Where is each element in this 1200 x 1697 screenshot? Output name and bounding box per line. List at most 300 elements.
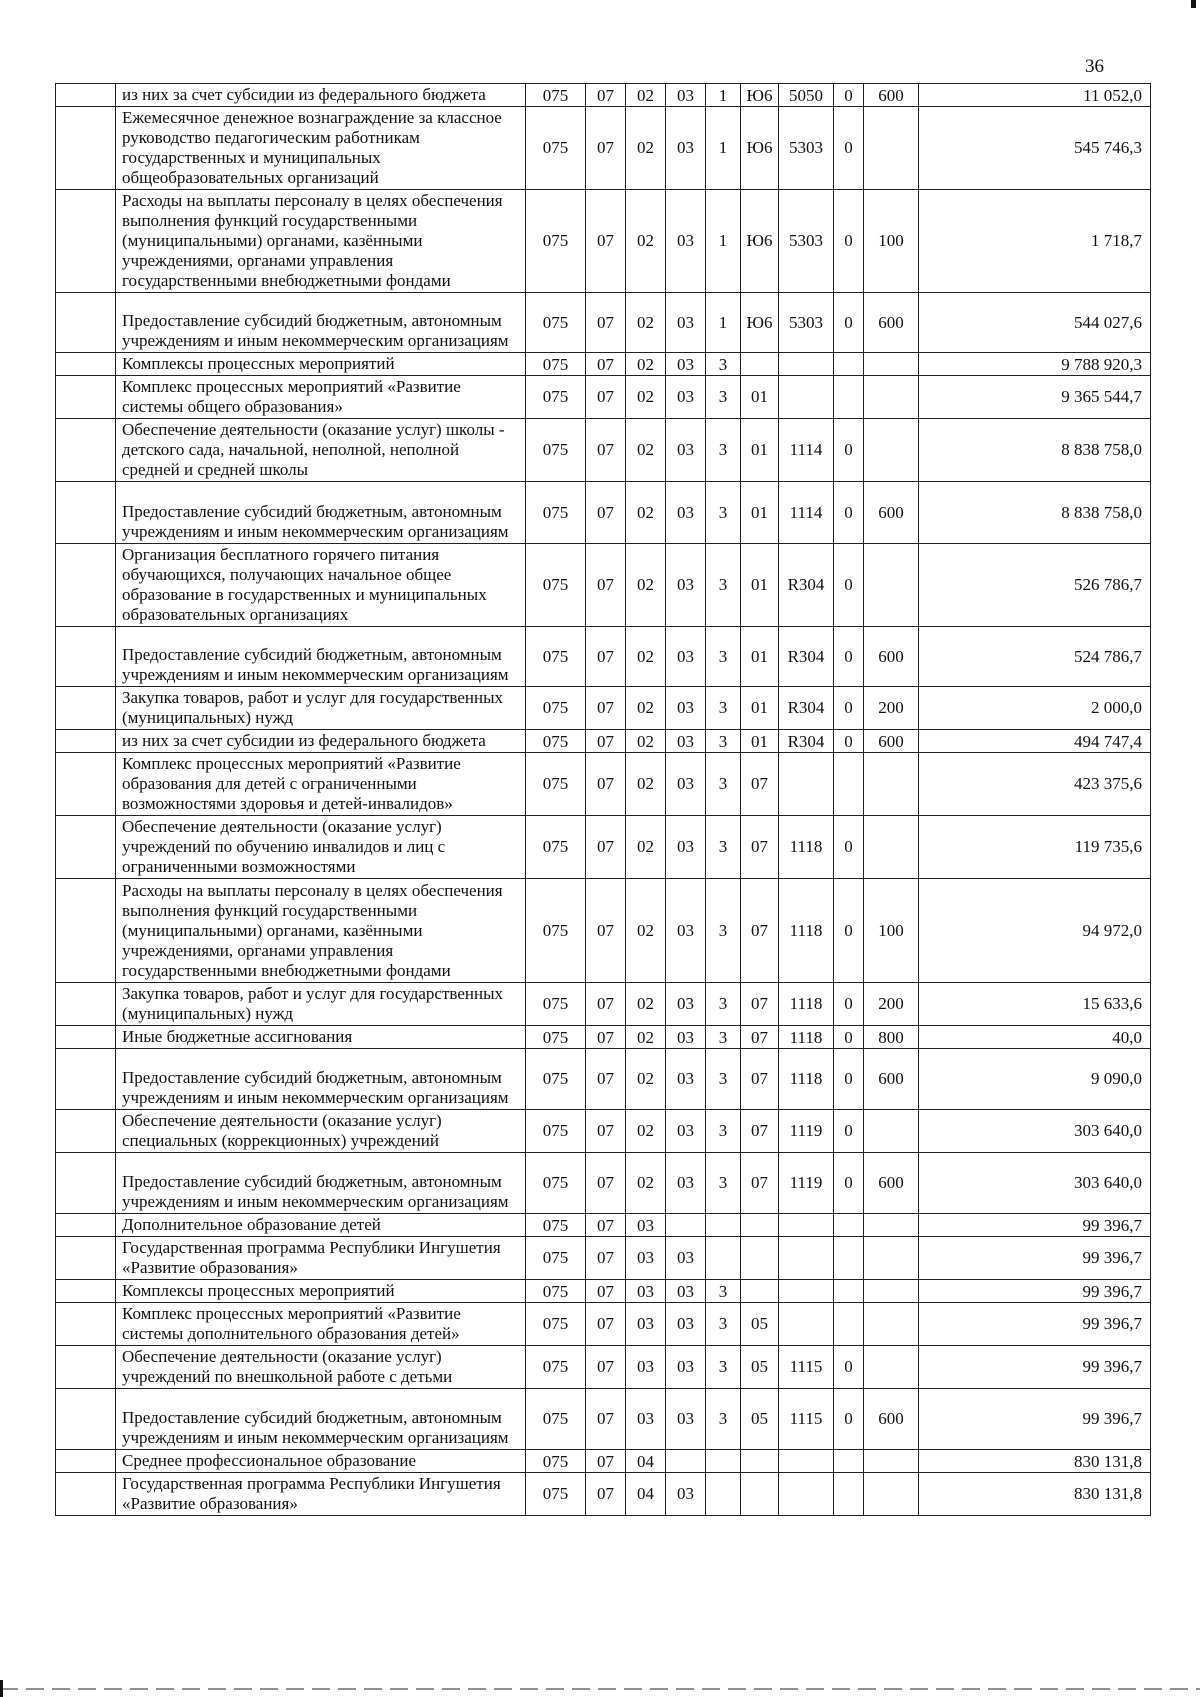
code-cell: 03 [666, 983, 706, 1026]
code-cell: 3 [706, 730, 741, 753]
code-cell: 0 [834, 1049, 864, 1110]
code-cell: 03 [666, 376, 706, 419]
code-cell: 1115 [779, 1346, 834, 1389]
code-cell: 07 [741, 1153, 779, 1214]
code-cell: 05 [741, 1346, 779, 1389]
code-cell: 07 [586, 816, 626, 879]
code-cell: 075 [526, 482, 586, 544]
code-cell [834, 1280, 864, 1303]
code-cell [779, 1303, 834, 1346]
code-cell: 02 [626, 687, 666, 730]
item-name-cell: Обеспечение деятельности (оказание услуг) учреждений по внешкольной работе с детьми [116, 1346, 526, 1389]
code-cell: 200 [864, 687, 919, 730]
code-cell: 800 [864, 1026, 919, 1049]
code-cell: 01 [741, 627, 779, 687]
code-cell: 03 [666, 1346, 706, 1389]
amount-cell: 9 365 544,7 [919, 376, 1151, 419]
code-cell: 07 [586, 84, 626, 107]
item-name-cell: Закупка товаров, работ и услуг для государственных (муниципальных) нужд [116, 983, 526, 1026]
code-cell: 3 [706, 1049, 741, 1110]
code-cell: 07 [586, 753, 626, 816]
table-row [56, 84, 1151, 107]
code-cell [864, 353, 919, 376]
code-cell [741, 353, 779, 376]
item-name-cell: Комплекс процессных мероприятий «Развитие системы дополнительного образования детей» [116, 1303, 526, 1346]
table-row [56, 1214, 1151, 1237]
table-row [56, 293, 1151, 353]
code-cell: 1 [706, 84, 741, 107]
code-cell: 075 [526, 107, 586, 190]
code-cell [666, 1214, 706, 1237]
code-cell: 02 [626, 627, 666, 687]
code-cell [741, 1450, 779, 1473]
item-name-cell: Расходы на выплаты персоналу в целях обеспечения выполнения функций государственными (муниципальными) органами, казёнными учреждениями, органами управления государственными внебюджетными фондами [116, 879, 526, 983]
code-cell: 07 [586, 376, 626, 419]
code-cell: 01 [741, 376, 779, 419]
code-cell: 200 [864, 983, 919, 1026]
code-cell: 07 [586, 1280, 626, 1303]
row-number-cell [56, 419, 116, 482]
code-cell: 3 [706, 1110, 741, 1153]
code-cell: 075 [526, 1346, 586, 1389]
code-cell: 07 [586, 1303, 626, 1346]
item-name-cell: Предоставление субсидий бюджетным, автономным учреждениям и иным некоммерческим организациям [116, 293, 526, 353]
code-cell: 3 [706, 1346, 741, 1389]
code-cell: 02 [626, 190, 666, 293]
amount-cell: 9 788 920,3 [919, 353, 1151, 376]
code-cell: 07 [586, 1450, 626, 1473]
row-number-cell [56, 730, 116, 753]
item-name-cell: Иные бюджетные ассигнования [116, 1026, 526, 1049]
code-cell: 3 [706, 1303, 741, 1346]
code-cell: 01 [741, 687, 779, 730]
code-cell: 075 [526, 1026, 586, 1049]
code-cell: 07 [586, 544, 626, 627]
amount-cell: 94 972,0 [919, 879, 1151, 983]
row-number-cell [56, 1237, 116, 1280]
code-cell [779, 353, 834, 376]
table-row [56, 482, 1151, 544]
code-cell: 0 [834, 1026, 864, 1049]
amount-cell: 830 131,8 [919, 1473, 1151, 1516]
code-cell [834, 1473, 864, 1516]
code-cell [741, 1280, 779, 1303]
amount-cell: 423 375,6 [919, 753, 1151, 816]
scan-edge-mark [1191, 0, 1196, 8]
code-cell [779, 753, 834, 816]
code-cell: 03 [666, 419, 706, 482]
code-cell: Ю6 [741, 293, 779, 353]
item-name-cell: Комплекс процессных мероприятий «Развитие системы общего образования» [116, 376, 526, 419]
code-cell: 03 [666, 879, 706, 983]
table-row [56, 753, 1151, 816]
code-cell: 07 [741, 1110, 779, 1153]
code-cell: 03 [666, 1153, 706, 1214]
row-number-cell [56, 482, 116, 544]
code-cell [741, 1237, 779, 1280]
row-number-cell [56, 1026, 116, 1049]
code-cell [834, 1303, 864, 1346]
amount-cell: 15 633,6 [919, 983, 1151, 1026]
code-cell: 03 [666, 84, 706, 107]
code-cell: 600 [864, 293, 919, 353]
code-cell: 02 [626, 816, 666, 879]
row-number-cell [56, 1389, 116, 1450]
code-cell [864, 376, 919, 419]
code-cell: 075 [526, 376, 586, 419]
item-name-cell: Предоставление субсидий бюджетным, автономным учреждениям и иным некоммерческим организациям [116, 627, 526, 687]
code-cell: 02 [626, 730, 666, 753]
code-cell: 01 [741, 730, 779, 753]
row-number-cell [56, 627, 116, 687]
code-cell: 075 [526, 1473, 586, 1516]
code-cell [834, 376, 864, 419]
code-cell: 07 [586, 1346, 626, 1389]
row-number-cell [56, 293, 116, 353]
code-cell [834, 1237, 864, 1280]
code-cell: R304 [779, 544, 834, 627]
code-cell [834, 753, 864, 816]
code-cell: 075 [526, 627, 586, 687]
code-cell: 02 [626, 353, 666, 376]
code-cell: 075 [526, 1214, 586, 1237]
code-cell: 07 [586, 1473, 626, 1516]
row-number-cell [56, 983, 116, 1026]
amount-cell: 303 640,0 [919, 1110, 1151, 1153]
code-cell: 02 [626, 84, 666, 107]
code-cell: 07 [741, 816, 779, 879]
row-number-cell [56, 544, 116, 627]
code-cell: 075 [526, 293, 586, 353]
row-number-cell [56, 107, 116, 190]
code-cell: 03 [626, 1214, 666, 1237]
code-cell: 02 [626, 1026, 666, 1049]
code-cell: 03 [626, 1346, 666, 1389]
code-cell: 3 [706, 482, 741, 544]
code-cell [706, 1450, 741, 1473]
code-cell: 0 [834, 1389, 864, 1450]
row-number-cell [56, 190, 116, 293]
code-cell: 07 [741, 983, 779, 1026]
code-cell: 03 [626, 1237, 666, 1280]
code-cell: 0 [834, 730, 864, 753]
code-cell [706, 1237, 741, 1280]
item-name-cell: Среднее профессиональное образование [116, 1450, 526, 1473]
code-cell: 07 [586, 1153, 626, 1214]
code-cell: 0 [834, 84, 864, 107]
code-cell: 02 [626, 107, 666, 190]
code-cell: 02 [626, 419, 666, 482]
code-cell [779, 376, 834, 419]
scan-edge-line [0, 1688, 1200, 1690]
code-cell [864, 1237, 919, 1280]
code-cell [834, 1214, 864, 1237]
amount-cell: 544 027,6 [919, 293, 1151, 353]
code-cell: 075 [526, 1303, 586, 1346]
amount-cell: 524 786,7 [919, 627, 1151, 687]
code-cell: 04 [626, 1473, 666, 1516]
item-name-cell: Ежемесячное денежное вознаграждение за классное руководство педагогическим работникам государственных и муниципальных общеобразовательных организаций [116, 107, 526, 190]
code-cell: 0 [834, 1110, 864, 1153]
row-number-cell [56, 1346, 116, 1389]
code-cell: 1119 [779, 1110, 834, 1153]
code-cell: 075 [526, 419, 586, 482]
code-cell: 3 [706, 879, 741, 983]
code-cell [864, 816, 919, 879]
code-cell: 07 [741, 1026, 779, 1049]
code-cell: 07 [586, 1214, 626, 1237]
table-row [56, 1346, 1151, 1389]
code-cell: 05 [741, 1389, 779, 1450]
code-cell: 0 [834, 544, 864, 627]
item-name-cell: Закупка товаров, работ и услуг для государственных (муниципальных) нужд [116, 687, 526, 730]
code-cell: 600 [864, 84, 919, 107]
code-cell: 05 [741, 1303, 779, 1346]
row-number-cell [56, 753, 116, 816]
scan-edge-mark [0, 1680, 3, 1697]
code-cell [864, 1214, 919, 1237]
amount-cell: 40,0 [919, 1026, 1151, 1049]
code-cell: 075 [526, 879, 586, 983]
code-cell: 1119 [779, 1153, 834, 1214]
code-cell: 03 [666, 353, 706, 376]
amount-cell: 8 838 758,0 [919, 482, 1151, 544]
table-row [56, 1026, 1151, 1049]
row-number-cell [56, 687, 116, 730]
code-cell: 07 [586, 627, 626, 687]
code-cell: 075 [526, 353, 586, 376]
table-row [56, 1049, 1151, 1110]
code-cell: 3 [706, 544, 741, 627]
code-cell: 04 [626, 1450, 666, 1473]
code-cell: 075 [526, 84, 586, 107]
table-row [56, 353, 1151, 376]
code-cell: 5303 [779, 107, 834, 190]
table-row [56, 1110, 1151, 1153]
code-cell: 02 [626, 293, 666, 353]
code-cell: R304 [779, 730, 834, 753]
code-cell: 0 [834, 1346, 864, 1389]
code-cell: 02 [626, 544, 666, 627]
code-cell [779, 1214, 834, 1237]
code-cell: 07 [586, 730, 626, 753]
table-row [56, 627, 1151, 687]
code-cell: 3 [706, 419, 741, 482]
table-row [56, 1389, 1151, 1450]
code-cell: 075 [526, 1280, 586, 1303]
code-cell [864, 1346, 919, 1389]
code-cell: 03 [666, 1280, 706, 1303]
table-row [56, 1237, 1151, 1280]
code-cell: 075 [526, 190, 586, 293]
code-cell: 1118 [779, 879, 834, 983]
table-row [56, 1280, 1151, 1303]
code-cell: 1114 [779, 482, 834, 544]
code-cell: 075 [526, 1153, 586, 1214]
code-cell [864, 1303, 919, 1346]
code-cell: 075 [526, 687, 586, 730]
code-cell: 03 [666, 1303, 706, 1346]
code-cell: 0 [834, 419, 864, 482]
code-cell: 3 [706, 1280, 741, 1303]
code-cell: Ю6 [741, 84, 779, 107]
code-cell: 075 [526, 816, 586, 879]
code-cell: 075 [526, 753, 586, 816]
code-cell [834, 1450, 864, 1473]
amount-cell: 2 000,0 [919, 687, 1151, 730]
code-cell: 075 [526, 983, 586, 1026]
code-cell: 03 [666, 107, 706, 190]
code-cell: 600 [864, 1389, 919, 1450]
amount-cell: 494 747,4 [919, 730, 1151, 753]
table-row [56, 1473, 1151, 1516]
row-number-cell [56, 84, 116, 107]
code-cell: 3 [706, 376, 741, 419]
code-cell: 03 [666, 1473, 706, 1516]
code-cell: 03 [666, 730, 706, 753]
table-row [56, 419, 1151, 482]
code-cell: 600 [864, 1153, 919, 1214]
amount-cell: 99 396,7 [919, 1280, 1151, 1303]
code-cell: 1118 [779, 983, 834, 1026]
code-cell: 07 [586, 879, 626, 983]
code-cell: 100 [864, 879, 919, 983]
item-name-cell: Комплексы процессных мероприятий [116, 1280, 526, 1303]
budget-table [55, 83, 1151, 1516]
row-number-cell [56, 376, 116, 419]
code-cell: 03 [626, 1303, 666, 1346]
code-cell: 0 [834, 1153, 864, 1214]
table-row [56, 983, 1151, 1026]
item-name-cell: Расходы на выплаты персоналу в целях обеспечения выполнения функций государственными (муниципальными) органами, казёнными учреждениями, органами управления государственными внебюджетными фондами [116, 190, 526, 293]
amount-cell: 9 090,0 [919, 1049, 1151, 1110]
code-cell: 600 [864, 1049, 919, 1110]
amount-cell: 99 396,7 [919, 1237, 1151, 1280]
row-number-cell [56, 1049, 116, 1110]
code-cell [706, 1214, 741, 1237]
amount-cell: 99 396,7 [919, 1214, 1151, 1237]
code-cell: 03 [666, 816, 706, 879]
code-cell: 075 [526, 1450, 586, 1473]
code-cell [666, 1450, 706, 1473]
amount-cell: 526 786,7 [919, 544, 1151, 627]
table-row [56, 730, 1151, 753]
row-number-cell [56, 879, 116, 983]
code-cell: 07 [586, 107, 626, 190]
code-cell: 075 [526, 730, 586, 753]
code-cell: 02 [626, 879, 666, 983]
code-cell: 03 [666, 482, 706, 544]
amount-cell: 99 396,7 [919, 1389, 1151, 1450]
code-cell: 1 [706, 107, 741, 190]
code-cell: 075 [526, 544, 586, 627]
code-cell: 5303 [779, 293, 834, 353]
code-cell: 07 [586, 1049, 626, 1110]
code-cell: 0 [834, 107, 864, 190]
code-cell [864, 1280, 919, 1303]
table-row [56, 1450, 1151, 1473]
code-cell: 07 [586, 293, 626, 353]
table-row [56, 544, 1151, 627]
code-cell: 075 [526, 1110, 586, 1153]
item-name-cell: из них за счет субсидии из федерального бюджета [116, 730, 526, 753]
table-row [56, 107, 1151, 190]
amount-cell: 11 052,0 [919, 84, 1151, 107]
table-row [56, 1303, 1151, 1346]
code-cell: 07 [586, 983, 626, 1026]
code-cell [741, 1214, 779, 1237]
code-cell: 0 [834, 293, 864, 353]
code-cell: 0 [834, 482, 864, 544]
code-cell: 1118 [779, 1049, 834, 1110]
amount-cell: 545 746,3 [919, 107, 1151, 190]
code-cell: 1 [706, 190, 741, 293]
code-cell: 3 [706, 353, 741, 376]
item-name-cell: Предоставление субсидий бюджетным, автономным учреждениям и иным некоммерческим организациям [116, 482, 526, 544]
code-cell: 07 [741, 879, 779, 983]
code-cell: 07 [586, 353, 626, 376]
code-cell: 1 [706, 293, 741, 353]
amount-cell: 119 735,6 [919, 816, 1151, 879]
item-name-cell: Обеспечение деятельности (оказание услуг) школы - детского сада, начальной, неполной, неполной средней и средней школы [116, 419, 526, 482]
code-cell: 07 [741, 753, 779, 816]
row-number-cell [56, 1153, 116, 1214]
code-cell: 1118 [779, 1026, 834, 1049]
item-name-cell: Государственная программа Республики Ингушетия «Развитие образования» [116, 1237, 526, 1280]
code-cell [779, 1280, 834, 1303]
code-cell: 01 [741, 544, 779, 627]
code-cell: R304 [779, 627, 834, 687]
amount-cell: 99 396,7 [919, 1346, 1151, 1389]
item-name-cell: Государственная программа Республики Ингушетия «Развитие образования» [116, 1473, 526, 1516]
code-cell [779, 1450, 834, 1473]
code-cell: 07 [586, 1237, 626, 1280]
code-cell: 02 [626, 1049, 666, 1110]
code-cell: 07 [586, 190, 626, 293]
row-number-cell [56, 1450, 116, 1473]
code-cell: Ю6 [741, 190, 779, 293]
item-name-cell: из них за счет субсидии из федерального бюджета [116, 84, 526, 107]
code-cell: 0 [834, 983, 864, 1026]
code-cell: 03 [626, 1389, 666, 1450]
code-cell: 3 [706, 1026, 741, 1049]
table-body [56, 84, 1151, 1516]
code-cell: 01 [741, 419, 779, 482]
code-cell: 07 [586, 1026, 626, 1049]
code-cell: 3 [706, 627, 741, 687]
row-number-cell [56, 1214, 116, 1237]
code-cell: 075 [526, 1049, 586, 1110]
code-cell: 3 [706, 1389, 741, 1450]
code-cell: 03 [666, 1110, 706, 1153]
code-cell: 0 [834, 816, 864, 879]
code-cell: 075 [526, 1237, 586, 1280]
code-cell: 03 [666, 293, 706, 353]
code-cell: 03 [666, 1237, 706, 1280]
code-cell: 1118 [779, 816, 834, 879]
code-cell [741, 1473, 779, 1516]
code-cell: Ю6 [741, 107, 779, 190]
code-cell: 1114 [779, 419, 834, 482]
code-cell: 07 [586, 1110, 626, 1153]
code-cell: 03 [626, 1280, 666, 1303]
code-cell: 600 [864, 482, 919, 544]
code-cell [864, 1110, 919, 1153]
code-cell: 075 [526, 1389, 586, 1450]
code-cell: 07 [741, 1049, 779, 1110]
code-cell: 02 [626, 1153, 666, 1214]
page-number: 36 [1085, 56, 1104, 77]
